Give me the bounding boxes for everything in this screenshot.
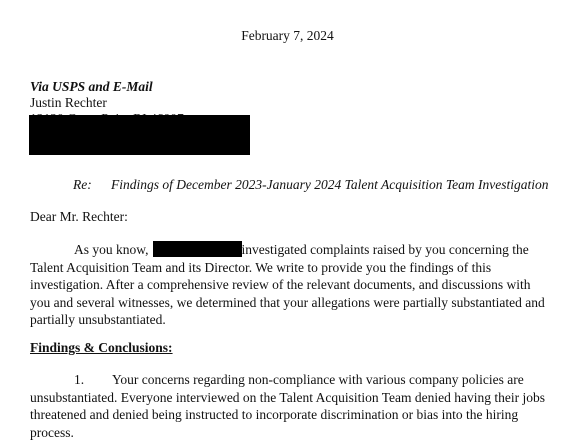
- finding-1-number: 1.: [74, 372, 85, 387]
- finding-1-text: Your concerns regarding non-compliance with various company policies are unsubstantiated. Everyone interviewed on the Talent Acquisition Team denied having their jobs threatened and denied being instructed to incorporate discrimination or bias into the hiring process.: [30, 372, 545, 440]
- finding-1-paragraph: [30, 371, 550, 441]
- intro-paragraph-rest: investigated complaints raised by you concerning the Talent Acquisition Team and its Director. We write to provide you the findings of this investigation. After a comprehensive review of the relevant documents, and discussions with you and several witnesses, we determined that your allegations were partially substantiated and partially unsubstantiated.: [30, 242, 545, 327]
- re-label: Re:: [73, 177, 92, 192]
- redaction-block-address: [29, 115, 250, 155]
- letter-date: February 7, 2024: [241, 28, 334, 43]
- salutation: Dear Mr. Rechter:: [30, 209, 128, 224]
- recipient-name: Justin Rechter: [30, 95, 107, 110]
- re-subject: Findings of December 2023-January 2024 Talent Acquisition Team Investigation: [111, 177, 549, 192]
- delivery-method: Via USPS and E-Mail: [30, 79, 153, 94]
- redaction-block-inline: [153, 241, 242, 257]
- intro-paragraph: [30, 241, 550, 329]
- intro-paragraph-start: As you know,: [74, 242, 149, 257]
- findings-heading: Findings & Conclusions:: [30, 340, 173, 355]
